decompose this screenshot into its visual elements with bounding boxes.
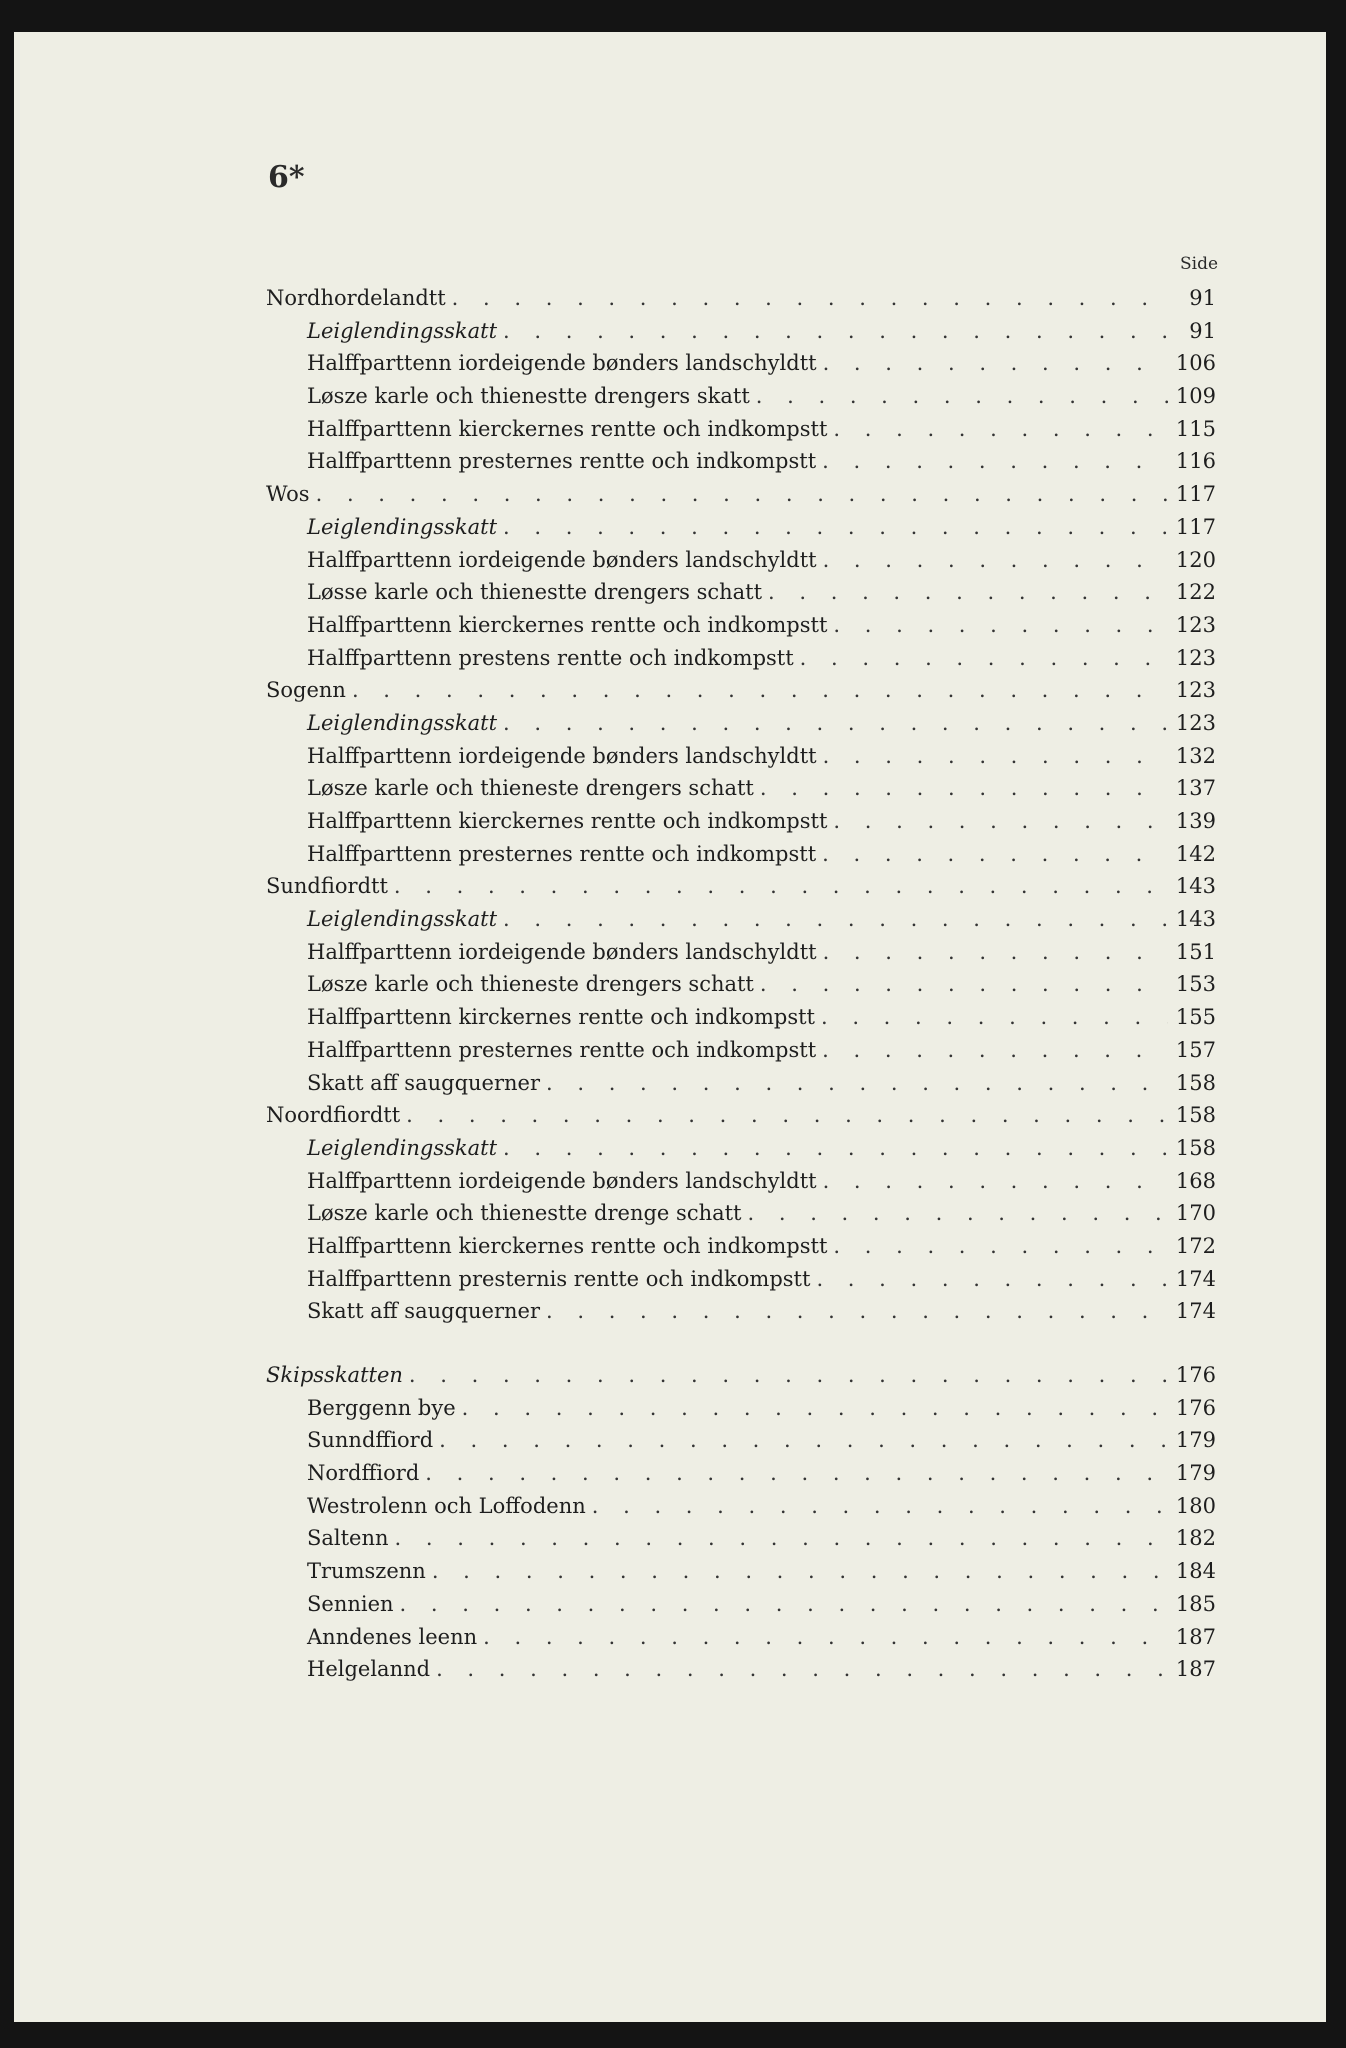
dot-leader — [822, 449, 1168, 473]
toc-entry — [266, 1657, 1216, 1690]
toc-title: Halffparttenn kierckernes rentte och indkompstt — [307, 809, 828, 833]
toc-page: 176 — [1175, 1363, 1216, 1387]
toc-entry — [266, 319, 1216, 352]
toc-page: 106 — [1175, 351, 1216, 376]
toc-title: Sogenn — [266, 678, 346, 703]
toc-page: 91 — [1189, 286, 1216, 310]
toc-page: 123 — [1175, 645, 1216, 670]
dot-leader — [833, 417, 1168, 441]
toc-title: Halffparttenn iordeigende bønders landschyldtt — [307, 1168, 817, 1193]
toc-page: 187 — [1175, 1624, 1216, 1649]
dot-leader — [768, 580, 1168, 604]
toc-title: Berggenn bye — [307, 1395, 456, 1420]
toc-section — [266, 1363, 1216, 1396]
toc-page: 116 — [1175, 449, 1216, 474]
toc-page: 123 — [1175, 678, 1216, 703]
dot-leader — [822, 1038, 1168, 1062]
toc-title: Skatt aff saugquerner — [307, 1070, 540, 1095]
dot-leader — [503, 711, 1168, 735]
toc-title: Løsze karle och thienestte drenge schatt — [307, 1201, 742, 1226]
dot-leader — [439, 1428, 1168, 1452]
dot-leader — [760, 972, 1168, 996]
toc-page: 168 — [1175, 1168, 1216, 1193]
toc-title: Leiglendingsskatt — [307, 710, 498, 735]
toc-title: Nordffiord — [307, 1461, 420, 1486]
toc-page: 122 — [1175, 580, 1216, 605]
dot-leader — [823, 1169, 1168, 1193]
toc-entry — [266, 842, 1216, 875]
toc-title: Leiglendingsskatt — [307, 514, 498, 539]
toc-page: 174 — [1175, 1299, 1216, 1324]
toc-entry — [266, 613, 1216, 646]
toc-title: Skatt aff saugquerner — [307, 1299, 540, 1324]
toc-title: Halffparttenn kierckernes rentte och indkompstt — [307, 612, 828, 637]
dot-leader — [822, 842, 1168, 866]
toc-entry — [266, 1494, 1216, 1527]
toc-page: 158 — [1175, 1103, 1216, 1128]
toc-page: 117 — [1175, 482, 1216, 507]
dot-leader — [821, 1005, 1168, 1029]
toc-entry — [266, 1625, 1216, 1658]
toc-title: Helgelannd — [307, 1657, 431, 1682]
toc-entry — [266, 1526, 1216, 1559]
toc-title: Løsse karle och thienestte drengers schatt — [307, 580, 763, 605]
toc-page: 117 — [1175, 514, 1216, 539]
toc-title: Halffparttenn presternis rentte och indkompstt — [307, 1266, 811, 1291]
dot-leader — [833, 613, 1168, 637]
toc-title: Halffparttenn iordeigende bønders landschyldtt — [307, 939, 817, 964]
dot-leader — [823, 548, 1168, 572]
toc-title: Sundfiordtt — [266, 874, 388, 899]
dot-leader — [436, 1657, 1168, 1681]
toc-entry — [266, 940, 1216, 973]
toc-title: Anndenes leenn — [307, 1624, 478, 1649]
toc-title: Løsze karle och thieneste drengers schatt — [307, 776, 754, 801]
toc-entry — [266, 1396, 1216, 1429]
toc-entry — [266, 1071, 1216, 1104]
toc-entry — [266, 1038, 1216, 1071]
toc-entry — [266, 1299, 1216, 1332]
toc-page: 185 — [1175, 1591, 1216, 1616]
dot-leader — [503, 515, 1168, 539]
toc-page: 158 — [1175, 1070, 1216, 1095]
toc-entry — [266, 384, 1216, 417]
toc-title: Sennien — [307, 1591, 394, 1616]
dot-leader — [833, 1234, 1168, 1258]
toc-title: Nordhordelandtt — [266, 286, 446, 310]
toc-title: Westrolenn och Loffodenn — [307, 1493, 586, 1518]
toc-entry — [266, 515, 1216, 548]
toc-page: 155 — [1175, 1005, 1216, 1030]
toc-title: Halffparttenn prestens rentte och indkompstt — [307, 645, 794, 670]
toc-page: 187 — [1175, 1657, 1216, 1682]
toc-entry — [266, 1169, 1216, 1202]
toc-page: 174 — [1175, 1266, 1216, 1291]
toc-page: 170 — [1175, 1201, 1216, 1226]
toc-entry — [266, 776, 1216, 809]
dot-leader — [452, 286, 1168, 310]
toc-title: Halffparttenn presternes rentte och indkompstt — [307, 449, 817, 474]
dot-leader — [833, 809, 1168, 833]
toc-title: Halffparttenn kierckernes rentte och indkompstt — [307, 416, 828, 441]
dot-leader — [800, 646, 1168, 670]
toc-page: 184 — [1175, 1559, 1216, 1584]
toc-title: Halffparttenn kirckernes rentte och indkompstt — [307, 1005, 815, 1030]
dot-leader — [748, 1201, 1169, 1225]
dot-leader — [395, 1526, 1168, 1550]
dot-leader — [592, 1494, 1168, 1518]
toc-page: 151 — [1175, 939, 1216, 964]
toc-entry — [266, 1005, 1216, 1038]
toc-entry — [266, 711, 1216, 744]
dot-leader — [406, 1103, 1168, 1127]
toc-section — [266, 874, 1216, 907]
toc-entry — [266, 1234, 1216, 1267]
dot-leader — [816, 1267, 1168, 1291]
toc-page: 91 — [1189, 318, 1216, 343]
toc-section — [266, 1103, 1216, 1136]
toc-section — [266, 482, 1216, 515]
toc-page: 172 — [1175, 1233, 1216, 1258]
toc-title: Halffparttenn iordeigende bønders landschyldtt — [307, 743, 817, 768]
toc-title: Sunndffiord — [307, 1428, 434, 1453]
dot-leader — [823, 744, 1168, 768]
toc-page: 123 — [1175, 612, 1216, 637]
dot-leader — [483, 1625, 1168, 1649]
toc-page: 182 — [1175, 1526, 1216, 1551]
toc-entry — [266, 1559, 1216, 1592]
dot-leader — [425, 1461, 1168, 1485]
document-page — [14, 32, 1326, 2022]
page-column-header: Side — [1180, 254, 1219, 274]
toc-entry — [266, 1428, 1216, 1461]
toc-entry — [266, 351, 1216, 384]
dot-leader — [823, 351, 1168, 375]
dot-leader — [432, 1559, 1168, 1583]
toc-section — [266, 678, 1216, 711]
toc-title: Løsze karle och thienestte drengers skatt — [307, 384, 750, 409]
dot-leader — [462, 1396, 1168, 1420]
dot-leader — [400, 1592, 1168, 1616]
toc-entry — [266, 548, 1216, 581]
toc-page: 157 — [1175, 1037, 1216, 1062]
toc-entry — [266, 744, 1216, 777]
toc-entry — [266, 1201, 1216, 1234]
dot-leader — [546, 1299, 1168, 1323]
toc-page: 179 — [1175, 1428, 1216, 1453]
dot-leader — [409, 1363, 1168, 1387]
dot-leader — [316, 482, 1168, 506]
toc-page: 115 — [1175, 416, 1216, 441]
toc-page: 137 — [1175, 776, 1216, 801]
toc-page: 139 — [1175, 809, 1216, 833]
toc-page: 123 — [1175, 710, 1216, 735]
toc-title: Skipsskatten — [266, 1363, 403, 1387]
toc-page: 179 — [1175, 1461, 1216, 1486]
dot-leader — [756, 384, 1168, 408]
dot-leader — [760, 776, 1168, 800]
dot-leader — [546, 1071, 1168, 1095]
toc-entry — [266, 1267, 1216, 1300]
toc-page: 120 — [1175, 547, 1216, 572]
toc-title: Halffparttenn presternes rentte och indkompstt — [307, 841, 817, 866]
toc-title: Saltenn — [307, 1526, 389, 1551]
dot-leader — [352, 678, 1168, 702]
toc-title: Leiglendingsskatt — [307, 907, 498, 932]
dot-leader — [503, 907, 1168, 931]
dot-leader — [503, 1136, 1168, 1160]
dot-leader — [823, 940, 1168, 964]
toc-page: 143 — [1175, 907, 1216, 932]
toc-entry — [266, 449, 1216, 482]
toc-page: 180 — [1175, 1493, 1216, 1518]
toc-entry — [266, 580, 1216, 613]
toc-title: Wos — [266, 482, 310, 507]
toc-page: 143 — [1175, 874, 1216, 899]
toc-title: Halffparttenn iordeigende bønders landschyldtt — [307, 351, 817, 376]
toc-title: Noordfiordtt — [266, 1103, 401, 1128]
toc-entry — [266, 972, 1216, 1005]
toc-title: Halffparttenn iordeigende bønders landschyldtt — [307, 547, 817, 572]
toc-page: 158 — [1175, 1135, 1216, 1160]
toc-title: Leiglendingsskatt — [307, 1135, 498, 1160]
dot-leader — [394, 874, 1168, 898]
toc-page: 142 — [1175, 841, 1216, 866]
toc-entry — [266, 646, 1216, 679]
toc-page: 153 — [1175, 972, 1216, 997]
dot-leader — [503, 319, 1168, 343]
toc-entry — [266, 907, 1216, 940]
toc-entry — [266, 1592, 1216, 1625]
toc-title: Halffparttenn kierckernes rentte och indkompstt — [307, 1233, 828, 1258]
toc-page: 132 — [1175, 743, 1216, 768]
page-number: 6* — [268, 160, 305, 195]
toc-title: Trumszenn — [307, 1559, 426, 1584]
toc-title: Løsze karle och thieneste drengers schatt — [307, 972, 754, 997]
toc-entry — [266, 1461, 1216, 1494]
toc-page: 109 — [1175, 384, 1216, 409]
toc-section — [266, 286, 1216, 319]
toc-page: 176 — [1175, 1395, 1216, 1420]
toc-title: Leiglendingsskatt — [307, 318, 498, 343]
toc-title: Halffparttenn presternes rentte och indkompstt — [307, 1037, 817, 1062]
toc-entry — [266, 809, 1216, 842]
toc-entry — [266, 417, 1216, 450]
table-of-contents — [266, 286, 1216, 1690]
toc-entry — [266, 1136, 1216, 1169]
